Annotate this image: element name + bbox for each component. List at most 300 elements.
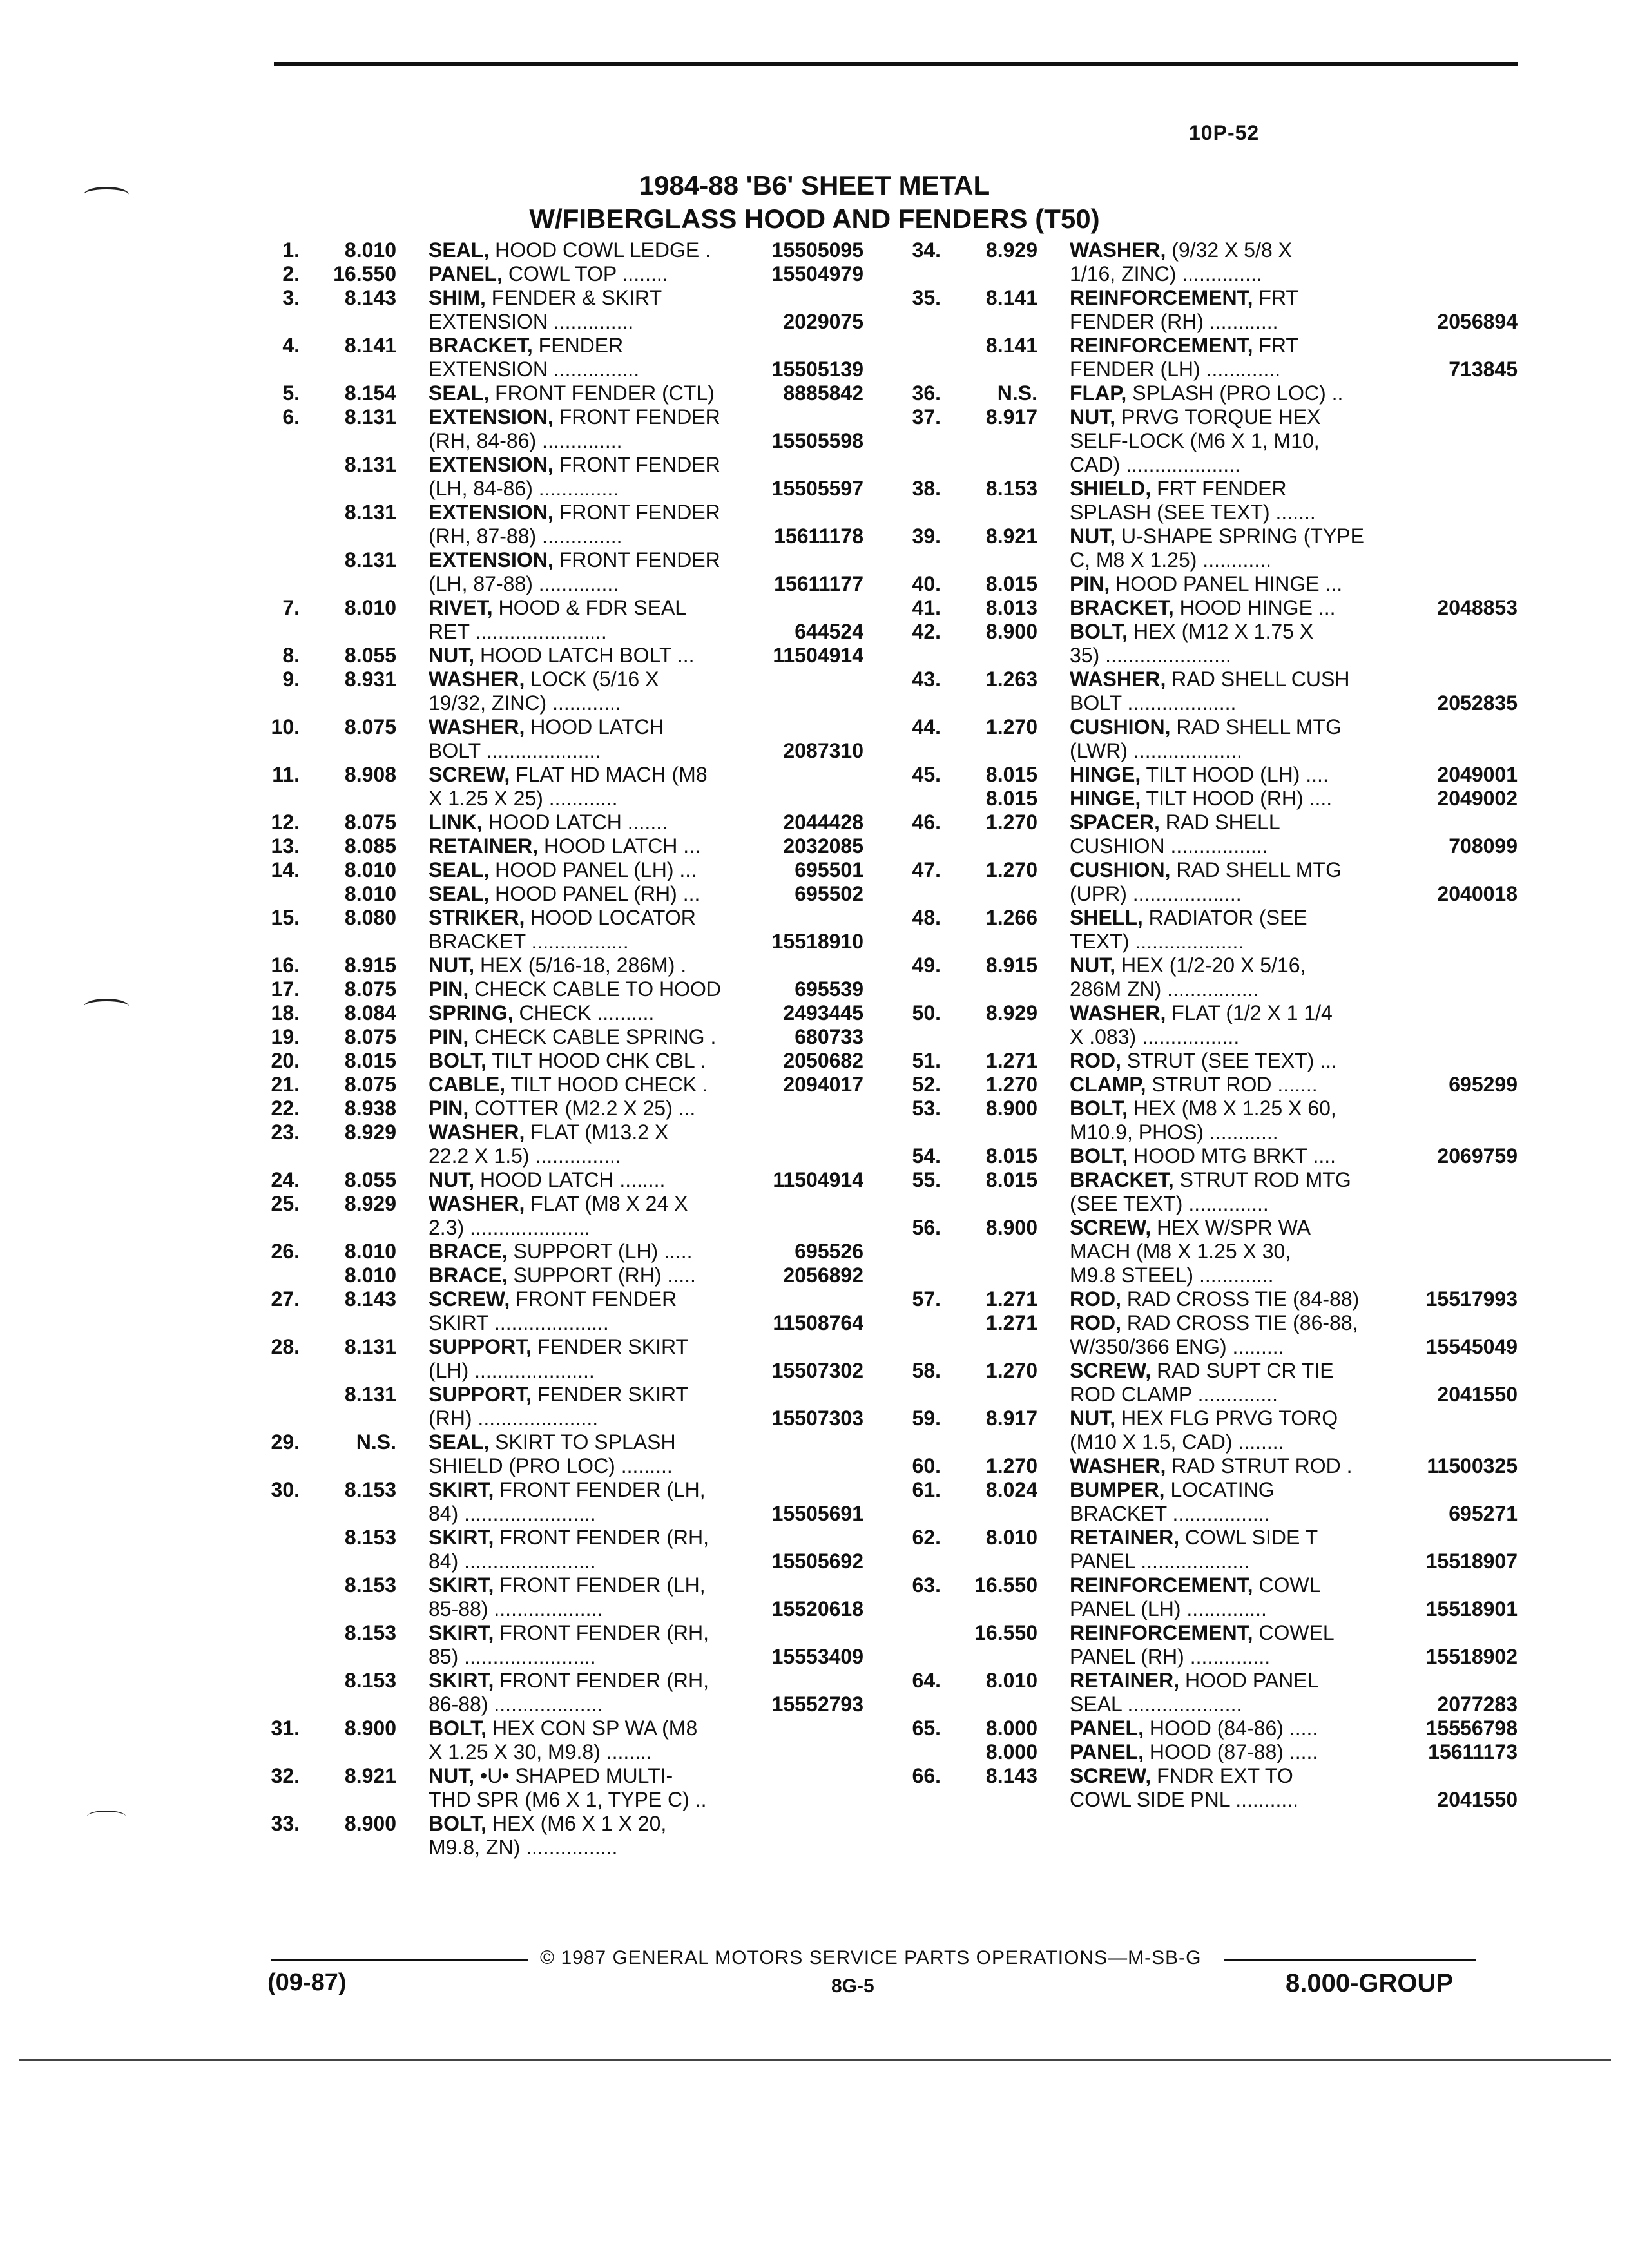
entry-line [896,1621,1534,1645]
part-description [429,548,720,572]
item-number: 2. [282,262,300,285]
part-detail: FRONT FENDER (CTL) [489,381,715,405]
part-description [1070,1168,1351,1192]
part-description [1070,1335,1284,1359]
entry-line [896,620,1534,644]
part-detail: LOCATING [1164,1478,1275,1501]
parts-entry [896,334,1534,381]
part-description [1070,858,1342,882]
group-number: 8.143 [344,286,396,309]
item-number: 36. [912,381,941,405]
part-description [1070,763,1329,787]
part-detail: (M10 X 1.5, CAD) ........ [1070,1430,1284,1454]
part-detail: SUPPORT (LH) ..... [507,1240,693,1263]
part-detail: HEX W/SPR WA [1151,1216,1311,1239]
entry-line [255,238,899,262]
part-name: BOLT, [1070,1097,1128,1120]
part-description [429,1573,706,1597]
part-description [1070,1097,1336,1120]
part-name: BOLT, [429,1812,487,1835]
part-detail: PANEL (LH) .............. [1070,1597,1267,1620]
part-detail: HEX FLG PRVG TORQ [1115,1407,1338,1430]
entry-line [255,548,899,572]
group-number: 8.010 [344,858,396,881]
part-number: 15505597 [771,477,863,500]
parts-entry [896,620,1534,668]
part-description [429,763,708,787]
part-name: WASHER, [429,715,525,738]
item-number: 14. [271,858,300,881]
part-number: 11504914 [773,1168,863,1191]
item-number: 65. [912,1716,941,1740]
part-detail: FRT [1253,286,1298,309]
group-number: 8.084 [344,1001,396,1024]
parts-entry [896,1287,1534,1311]
parts-entry [255,1669,899,1716]
part-number: 2077283 [1437,1693,1518,1716]
part-number: 11508764 [773,1311,863,1334]
part-description [1070,1645,1270,1669]
group-number: 8.075 [344,811,396,834]
parts-entry [896,1144,1534,1168]
entry-line [896,1359,1534,1383]
part-description [429,1478,706,1502]
item-number: 1. [282,238,300,262]
group-number: 8.015 [985,1168,1037,1191]
part-detail: HOOD MTG BRKT .... [1128,1144,1336,1168]
part-description [429,1383,688,1407]
part-detail: ROD CLAMP .............. [1070,1383,1278,1406]
item-number: 63. [912,1573,941,1597]
part-number: 695501 [795,858,863,881]
part-description [1070,1764,1293,1788]
part-number: 15552793 [771,1693,863,1716]
part-description [1070,1025,1239,1049]
part-number: 11504914 [773,644,863,667]
part-detail: 84) ....................... [429,1550,596,1573]
entry-line [255,1001,899,1025]
page-subtitle: W/FIBERGLASS HOOD AND FENDERS (T50) [529,204,1100,234]
part-detail: FNDR EXT TO [1151,1764,1293,1787]
entry-line [255,1597,899,1621]
part-description [429,906,696,930]
copyright-notice: © 1987 GENERAL MOTORS SERVICE PARTS OPERATIONS—M-SB-G [540,1947,1202,1968]
parts-entry [896,1001,1534,1049]
part-name: SUPPORT, [429,1335,532,1358]
part-description [1070,1716,1318,1740]
group-number: 8.153 [344,1621,396,1644]
part-number: 15518902 [1425,1645,1518,1668]
entry-line [896,1192,1534,1216]
group-number: 8.015 [344,1049,396,1072]
part-description [1070,1693,1242,1716]
item-number: 4. [282,334,300,357]
part-detail: COWL [1253,1573,1321,1597]
part-description [1070,238,1292,262]
part-number: 15518910 [771,930,863,953]
part-description [1070,620,1313,644]
item-number: 27. [271,1287,300,1311]
entry-line [896,334,1534,358]
parts-entry [896,1669,1534,1716]
entry-line [255,1526,899,1550]
part-detail: HOOD LOCATOR [525,906,696,929]
part-name: SHIELD, [1070,477,1152,500]
parts-entry [896,763,1534,787]
part-detail: FRONT FENDER (LH, [494,1478,706,1501]
parts-entry [255,501,899,548]
part-description [1070,739,1242,763]
part-name: EXTENSION, [429,405,554,428]
entry-line [896,1526,1534,1550]
part-number: 15505139 [771,358,863,381]
part-number: 2056892 [783,1264,863,1287]
group-number: 8.131 [344,501,396,524]
entry-line [896,668,1534,691]
part-detail: SPLASH (PRO LOC) .. [1126,381,1344,405]
group-number: 8.153 [344,1526,396,1549]
part-description [429,310,633,334]
entry-line [896,977,1534,1001]
entry-line [896,811,1534,834]
group-number: 8.921 [344,1764,396,1787]
part-detail: HOOD PANEL (RH) ... [489,882,700,905]
parts-entry [896,1407,1534,1454]
part-description [1070,1788,1298,1812]
item-number: 43. [912,668,941,691]
part-name: NUT, [1070,954,1116,977]
part-detail: FRONT FENDER (RH, [494,1669,709,1692]
group-number: 8.024 [985,1478,1037,1501]
group-number: 8.010 [985,1526,1037,1549]
group-number: 8.908 [344,763,396,786]
part-description [429,1359,595,1383]
part-description [429,1693,602,1716]
part-name: LINK, [429,811,483,834]
part-detail: (UPR) ................... [1070,882,1242,905]
part-description [429,811,668,834]
part-number: 695502 [795,882,863,905]
part-detail: RET ....................... [429,620,607,643]
part-detail: FLAT (M13.2 X [525,1120,669,1144]
group-number: 8.900 [344,1812,396,1835]
part-number: 2094017 [783,1073,863,1096]
item-number: 38. [912,477,941,500]
parts-entry [896,1359,1534,1407]
part-description [429,620,607,644]
part-detail: 35) ...................... [1070,644,1231,667]
group-number: 8.154 [344,381,396,405]
group-number: 1.270 [985,811,1037,834]
part-description [429,453,720,477]
item-number: 13. [271,834,300,858]
part-description [1070,1049,1337,1073]
item-number: 42. [912,620,941,643]
part-description [429,1764,673,1788]
part-detail: FRONT FENDER (RH, [494,1621,709,1644]
part-detail: X 1.25 X 25) ............ [429,787,618,810]
entry-line [255,787,899,811]
entry-line [255,1359,899,1383]
part-description [429,1168,665,1192]
part-description [1070,405,1320,429]
part-number: 713845 [1449,358,1518,381]
part-number: 15611173 [1428,1740,1518,1763]
part-description [1070,429,1320,453]
part-description [429,644,695,668]
part-description [1070,1359,1334,1383]
part-name: BRACE, [429,1264,508,1287]
part-description [429,405,720,429]
part-detail: RAD SHELL CUSH [1166,668,1350,691]
part-detail: CHECK CABLE SPRING . [468,1025,717,1048]
parts-entry [255,548,899,596]
entry-line [896,1335,1534,1359]
part-description [1070,1669,1318,1693]
part-name: BOLT, [429,1049,487,1072]
group-number: N.S. [997,381,1037,405]
part-description [429,1645,596,1669]
entry-line [255,1764,899,1788]
part-detail: TILT HOOD (RH) .... [1141,787,1333,810]
part-detail: RAD SUPT CR TIE [1151,1359,1334,1382]
part-description [429,1192,688,1216]
part-detail: CHECK .......... [513,1001,655,1024]
entry-line [896,381,1534,405]
part-name: CABLE, [429,1073,506,1096]
part-description [1070,715,1342,739]
parts-entry [255,286,899,334]
parts-entry [255,1264,899,1287]
parts-entry [896,1740,1534,1764]
group-number: 16.550 [974,1621,1037,1644]
part-description [429,1001,654,1025]
parts-entry [255,834,899,858]
part-number: 2493445 [783,1001,863,1024]
entry-line [896,834,1534,858]
part-description [1070,1383,1278,1407]
part-detail: SELF-LOCK (M6 X 1, M10, [1070,429,1320,452]
part-name: PANEL, [1070,1716,1144,1740]
item-number: 8. [282,644,300,667]
part-name: RETAINER, [429,834,539,858]
part-detail: FENDER [532,334,624,357]
entry-line [255,739,899,763]
part-detail: FENDER & SKIRT [485,286,662,309]
group-number: 1.271 [985,1287,1037,1311]
group-number: 8.153 [344,1478,396,1501]
part-description [1070,1621,1335,1645]
part-detail: RAD CROSS TIE (84-88) [1121,1287,1360,1311]
group-number: 8.938 [344,1097,396,1120]
group-number: 8.055 [344,644,396,667]
parts-entry [896,596,1534,620]
part-number: 15505095 [771,238,863,262]
part-detail: (LH, 84-86) .............. [429,477,619,500]
part-detail: TILT HOOD (LH) .... [1141,763,1329,786]
part-detail: FLAT (1/2 X 1 1/4 [1166,1001,1333,1024]
part-detail: 1/16, ZINC) .............. [1070,262,1262,285]
part-description [1070,358,1280,381]
entry-line [255,1740,899,1764]
part-detail: (RH, 84-86) .............. [429,429,622,452]
entry-line [896,715,1534,739]
part-name: NUT, [1070,524,1116,548]
entry-line [255,1550,899,1573]
entry-line [255,882,899,906]
part-name: REINFORCEMENT, [1070,334,1253,357]
entry-line [896,1740,1534,1764]
entry-line [896,1764,1534,1788]
item-number: 12. [271,811,300,834]
entry-line [896,882,1534,906]
entry-line [896,1001,1534,1025]
part-description [1070,477,1287,501]
entry-line [896,1287,1534,1311]
parts-entry [896,906,1534,954]
part-description [429,262,668,286]
part-number: 2056894 [1437,310,1518,333]
entry-line [896,1311,1534,1335]
entry-line [255,1168,899,1192]
part-description [429,1264,696,1287]
part-detail: HEX (M8 X 1.25 X 60, [1128,1097,1336,1120]
part-description [429,691,621,715]
part-name: PIN, [429,1097,469,1120]
entry-line [255,834,899,858]
group-number: 1.271 [985,1311,1037,1334]
parts-entry [896,524,1534,572]
parts-entry [896,1454,1534,1478]
part-detail: TILT HOOD CHECK . [505,1073,708,1096]
entry-line [255,930,899,954]
entry-line [896,429,1534,453]
part-description [429,1669,709,1693]
part-detail: HEX CON SP WA (M8 [487,1716,698,1740]
group-number: 8.075 [344,1073,396,1096]
part-number: 15507303 [771,1407,863,1430]
group-number: 8.010 [985,1669,1037,1692]
part-detail: FRONT FENDER [553,453,720,476]
entry-line [896,787,1534,811]
parts-entry [255,882,899,906]
part-detail: (LH, 87-88) .............. [429,572,619,595]
item-number: 58. [912,1359,941,1382]
group-number: 8.900 [985,620,1037,643]
part-description [429,1836,617,1860]
part-number: 8885842 [783,381,863,405]
group-number: 8.015 [985,572,1037,595]
part-description [1070,1454,1353,1478]
part-name: BOLT, [429,1716,487,1740]
entry-line [896,1120,1534,1144]
entry-line [896,1550,1534,1573]
part-description [1070,548,1271,572]
entry-line [896,1430,1534,1454]
item-number: 11. [272,763,300,786]
part-detail: U-SHAPE SPRING (TYPE [1115,524,1364,548]
group-label: 8.000-GROUP [1286,1969,1454,1997]
item-number: 35. [912,286,941,309]
item-number: 54. [912,1144,941,1168]
part-description [429,858,697,882]
entry-line [255,1287,899,1311]
group-number: 8.929 [344,1192,396,1215]
part-description [1070,1264,1274,1287]
part-detail: COTTER (M2.2 X 25) ... [468,1097,696,1120]
entry-line [255,1407,899,1430]
item-number: 25. [271,1192,300,1215]
part-detail: RAD SHELL MTG [1170,715,1342,738]
item-number: 53. [912,1097,941,1120]
part-name: EXTENSION, [429,548,554,572]
entry-line [255,1430,899,1454]
part-detail: HEX (1/2-20 X 5/16, [1115,954,1306,977]
part-description [1070,644,1231,668]
part-name: RETAINER, [1070,1526,1180,1549]
part-name: BOLT, [1070,620,1128,643]
item-number: 15. [271,906,300,929]
part-number: 15505692 [771,1550,863,1573]
entry-line [255,644,899,668]
part-number: 15611177 [774,572,863,595]
part-description [429,1287,677,1311]
entry-line [896,644,1534,668]
item-number: 33. [271,1812,300,1835]
parts-entry [896,811,1534,858]
part-detail: HEX (M12 X 1.75 X [1128,620,1314,643]
part-description [429,882,700,906]
entry-line [255,477,899,501]
parts-entry [896,787,1534,811]
part-name: SEAL, [429,381,490,405]
entry-line [896,1168,1534,1192]
parts-entry [255,596,899,644]
part-detail: EXTENSION ............... [429,358,640,381]
part-description [429,739,601,763]
entry-line [255,1120,899,1144]
part-number: 680733 [795,1025,863,1048]
part-number: 2032085 [783,834,863,858]
part-name: SKIRT, [429,1573,494,1597]
entry-line [896,596,1534,620]
entry-line [896,1144,1534,1168]
part-detail: FENDER SKIRT [532,1383,689,1406]
item-number: 3. [282,286,300,309]
entry-line [255,405,899,429]
part-description [1070,1240,1291,1264]
part-name: WASHER, [1070,1454,1166,1477]
part-number: 11500325 [1427,1454,1518,1477]
part-description [1070,453,1240,477]
item-number: 41. [912,596,941,619]
part-description [429,524,622,548]
entry-line [255,1716,899,1740]
parts-entry [896,1216,1534,1287]
part-description [429,596,686,620]
entry-line [255,572,899,596]
part-detail: HOOD PANEL (LH) ... [489,858,697,881]
part-number: 15507302 [771,1359,863,1382]
parts-entry [896,1764,1534,1812]
part-detail: STRUT ROD MTG [1173,1168,1351,1191]
entry-line [255,954,899,977]
part-detail: FLAT HD MACH (M8 [510,763,708,786]
part-number: 15517993 [1425,1287,1518,1311]
item-number: 40. [912,572,941,595]
part-name: SPRING, [429,1001,514,1024]
group-number: 1.270 [985,858,1037,881]
